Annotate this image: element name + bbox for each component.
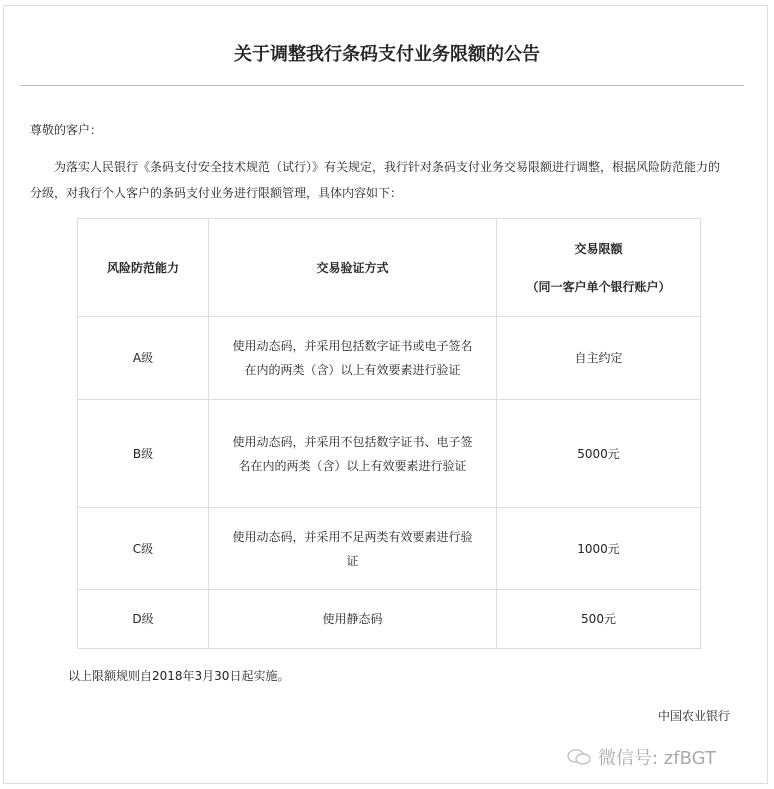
header-limit-title: 交易限额: [574, 241, 623, 256]
page-title: 关于调整我行条码支付业务限额的公告: [234, 44, 540, 65]
effective-date-note: 以上限额规则自2018年3月30日起实施。: [68, 669, 290, 683]
limit-table: [77, 218, 701, 649]
watermark: [566, 744, 716, 770]
row-level: B级: [78, 400, 209, 508]
watermark-text: 微信号: zfBGT: [598, 748, 716, 769]
row-level: D级: [78, 590, 209, 649]
row-method: 使用动态码，并采用不足两类有效要素进行验证: [209, 508, 497, 590]
table-header-row: [78, 219, 701, 317]
row-method: 使用动态码，并采用不包括数字证书、电子签名在内的两类（含）以上有效要素进行验证: [209, 400, 497, 508]
wechat-icon: [566, 748, 592, 766]
header-limit: [497, 219, 701, 317]
row-limit: 500元: [497, 590, 701, 649]
row-level: C级: [78, 508, 209, 590]
header-risk-level: 风险防范能力: [78, 219, 209, 317]
intro-paragraph: 为落实人民银行《条码支付安全技术规范（试行）》有关规定，我行针对条码支付业务交易限额进行调整，根据风险防范能力的分级，对我行个人客户的条码支付业务进行限额管理，具体内容如下：: [30, 160, 721, 200]
signature: 中国农业银行: [658, 709, 731, 723]
row-limit: 5000元: [497, 400, 701, 508]
table-row: [78, 508, 701, 590]
row-level: A级: [78, 317, 209, 400]
row-method: 使用静态码: [209, 590, 497, 649]
table-row: [78, 400, 701, 508]
title-divider: [20, 85, 744, 86]
row-limit: 自主约定: [497, 317, 701, 400]
table-row: [78, 317, 701, 400]
header-verification: 交易验证方式: [209, 219, 497, 317]
row-limit: 1000元: [497, 508, 701, 590]
table-row: [78, 590, 701, 649]
greeting: 尊敬的客户：: [30, 123, 103, 137]
header-limit-subtitle: （同一客户单个银行账户）: [526, 279, 671, 294]
row-method: 使用动态码，并采用包括数字证书或电子签名在内的两类（含）以上有效要素进行验证: [209, 317, 497, 400]
